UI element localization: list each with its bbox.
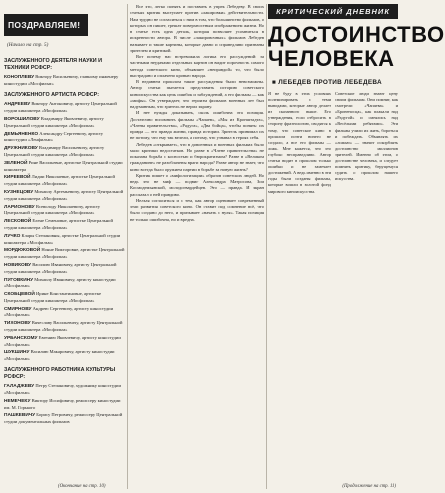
awardee-name: ДЕМЬЯНЕНКО: [4, 131, 39, 137]
award-section-title: ЗАСЛУЖЕННОГО РАБОТНИКА КУЛЬТУРЫ РСФСР:: [4, 367, 116, 380]
article-paragraph: Нельзя согласиться и с тем, как автор оценивает современный этап развития советского кино. Он ставит под сомнение всё, что было создано до него, и призывает «начать с нуля». Такая позиция не только ошибочна, но и вредна.: [130, 197, 264, 222]
article-middle-column: [130, 4, 264, 488]
award-section-title: ЗАСЛУЖЕННОГО ДЕЯТЕЛЯ НАУКИ И ТЕХНИКИ РСФСР:: [4, 58, 102, 71]
award-sections: [4, 58, 126, 425]
awardee-name: ЛЕСКОВОЙ: [4, 219, 32, 225]
award-entry: [4, 291, 126, 304]
award-entry: [4, 189, 126, 202]
awardee-description: Всеволоду Николаевичу, артисту Центральной студии киноактера «Мосфильм»: [4, 203, 101, 216]
article-right-column: [268, 4, 445, 488]
awardee-name: МОРДЮКОВОЙ: [4, 248, 41, 254]
awardee-name: АНДРЕЕВУ: [4, 102, 31, 108]
headline-line-2: ЧЕЛОВЕКА: [268, 46, 395, 71]
award-entry: [4, 262, 126, 275]
award-entry: [4, 306, 126, 319]
awardee-name: НЕМЕЧЕКУ: [4, 398, 31, 404]
awardee-description: Михаилу Ивановичу, артисту киностудии «Мосфильм»: [4, 276, 116, 289]
awardee-description: Елене Семеновне, артистке Центральной студии киноактера «Мосфильм»: [4, 218, 113, 230]
awardee-description: Андрею Сергеевичу, артисту киностудии «Мосфильм»: [4, 305, 114, 318]
article-headline: [268, 22, 445, 71]
awardee-description: Виктору Иосифовичу, режиссеру киностудии им. М. Горького: [4, 397, 121, 410]
column-divider: [266, 4, 267, 489]
awardee-name: ПУГОВКИНУ: [4, 277, 34, 283]
awardee-name: ВОРОШИЛОВУ: [4, 116, 40, 122]
awardee-name: ЛАРИОНОВУ: [4, 204, 35, 210]
rubric-banner: КРИТИЧЕСКИЙ ДНЕВНИК: [268, 4, 398, 19]
award-entry: [4, 398, 126, 411]
award-entry: [4, 101, 126, 114]
congratulations-banner: ПОЗДРАВЛЯЕМ!: [4, 14, 88, 36]
article-paragraph: Все это, легко понять и поставить в упрек Лебедеву. В своих статьях критик выступает против «лакировки» действительности. Нам трудно не согласиться с ним в том, что большинство фильмов, о которых он пишет, грешат поверхностным изображением жизни. Но в статье есть одна деталь, которая позволяет усомниться в искренности автора. В числе «лакировочных» фильмов Лебедев называет и такие картины, которые давно и справедливо признаны зрителем и критикой.: [130, 4, 264, 53]
award-entry: [4, 349, 126, 362]
awardee-name: КУЗНЕЦОВУ: [4, 189, 34, 195]
award-entry: [4, 412, 126, 425]
article-text-column: Я не буду в этих условиях полемизировать с теми выводами, которые автор делает из сказанного выше. Его утверждения, если отбросить в сторону фразеологию, сводятся к тому, что советское кино в прошлом почти ничего не создало, а все его фильмы — ложь. Мне кажется, что это глубоко несправедливо. Автор статьи видит в прошлом только ошибки и не замечает достижений. А ведь именно в эти годы были созданы фильмы, которые вошли в золотой фонд мирового киноискусства.: [268, 91, 331, 194]
awardee-description: Рине Васильевне, артистке Центральной студии киноактера: [4, 159, 123, 172]
awardee-description: Виктору Антоновичу, артисту Центральной студии киноактера «Мосфильм»: [4, 101, 117, 114]
awardee-name: НОВИКОВУ: [4, 262, 32, 268]
awardee-description: Клары Степановны, артистке Центральной студии киноактера «Мосфильм»: [4, 232, 121, 245]
awardee-description: Вячеславу Васильевичу, артисту Центральной студии киноактера «Мосфильм»: [4, 320, 123, 333]
awardee-name: КИРЕЕВОЙ: [4, 175, 31, 181]
article-body: [130, 4, 264, 223]
award-entry: [4, 233, 126, 246]
article-paragraph: Лебедев «открывает», что в довоенных и военных фильмах было мало критики недостатков. Но разве в «Члене правительства» не показана борьба с косностью и бюрократизмом? Разве в «Великом гражданине» не разоблачены враги народа? Разве автор не знает, что кино всегда было оружием партии в борьбе за новую жизнь?: [130, 141, 264, 172]
awardee-name: ГАЛАДЖЕВУ: [4, 384, 35, 390]
awardee-description: Борису Петровичу, режиссеру Центральной студии документальных фильмов: [4, 412, 123, 425]
awardee-name: ЛУЧКО: [4, 233, 21, 239]
awardee-name: ЗЕЛЕНОЙ: [4, 160, 28, 166]
awardee-description: Михаилу Артемьевичу, артисту Центральной студии киноактера «Мосфильм»: [4, 188, 124, 201]
continued-note: (Начало на стр. 5): [7, 42, 49, 48]
award-entry: [4, 320, 126, 333]
page-continuation-right: (Продолжение на стр. 11): [342, 484, 396, 489]
article-text-column: Советские люди знают цену своим фильмам. Они помнят, как смотрели «Чапаева» и «Броненосца», как плакали над «Радугой» и смеялись над «Весёлыми ребятами». Эти фильмы учили их жить, бороться и побеждать. Объявлять их «ложью» — значит оскорблять достоинство миллионов зрителей. Именно об этом, о достоинстве человека, и следует помнить критику, берущемуся судить о прошлом нашего искусства.: [335, 91, 398, 182]
award-section-title: ЗАСЛУЖЕННОГО АРТИСТА РСФСР:: [4, 91, 100, 98]
awardee-name: ТИХОНОВУ: [4, 321, 31, 327]
awardee-name: КОНОПЛЕВУ: [4, 75, 35, 81]
awardee-description: Александру Сергеевичу, артисту киностудии «Ленфильм»: [4, 130, 104, 143]
award-entry: [4, 174, 126, 187]
award-entry: [4, 335, 126, 348]
article-paragraph: Вот почему нас встревожила логика его рассуждений: за частными неудачами отдельных картин он видит порочность самого метода советского кино, объявляет «неправдой» то, что было выстрадано и оплачено кровью народа.: [130, 54, 264, 78]
awardee-name: СКОБЦЕВОЙ: [4, 292, 35, 298]
awardee-description: Виктору Васильевичу, главному инженеру киностудии «Мосфильм»: [4, 74, 119, 86]
award-entry: [4, 160, 126, 173]
headline-line-1: ДОСТОИНСТВО: [268, 22, 445, 47]
awardee-description: Ирине Константиновне, артистке Центральной студии киноактера «Мосфильм»: [4, 291, 101, 303]
award-entry: [4, 383, 126, 396]
column-divider: [127, 4, 128, 489]
award-entry: [4, 145, 126, 158]
award-entry: [4, 204, 126, 217]
award-entry: [4, 247, 126, 260]
awardee-description: Василию Ивановичу, артисту Центральной студии киноактера «Мосфильм»: [4, 261, 117, 274]
award-entry: [4, 74, 126, 87]
awardee-description: Владимиру Яковлевичу, артисту Центральной студии киноактера «Мосфильм»: [4, 115, 104, 128]
awardee-name: ПАШКЕВИЧУ: [4, 413, 36, 419]
awardee-description: Лидии Николаевне, артистке Центральной студии киноактера «Мосфильм»: [4, 174, 115, 187]
award-entry: [4, 116, 126, 129]
article-paragraph: И нет нужды доказывать, сколь ошибочна эта позиция. Достаточно вспомнить фильмы «Чапаев», «Мы из Кронштадта», «Члены правительства», «Радуга», «Два бойца», чтобы понять: их правда — это правда жизни, правда истории. Зритель принимал их не потому, что ему так велели, а потому, что узнавал в героях себя.: [130, 110, 264, 141]
awardee-description: Петру Степановичу, художнику киностудии «Мосфильм»: [4, 383, 121, 396]
awardee-name: ШУКШИНУ: [4, 350, 30, 356]
awardee-name: ДРУЖНИКОВУ: [4, 146, 38, 152]
awards-column: [4, 4, 126, 488]
award-entry: [4, 218, 126, 231]
award-entry: [4, 277, 126, 290]
awardee-description: Нонне Викторовне, артистке Центральной студии киноактера «Мосфильм»: [4, 247, 125, 260]
article-paragraph: В недавнем прошлом такие рассуждения были невозможны. Автор статьи пытается представить историю советского киноискусства как цепь ошибок и заблуждений, а его фильмы — как «мифы». Он утверждает, что героизм фильмов военных лет был надуманным, что зритель не верил экрану.: [130, 79, 264, 109]
award-entry: [4, 131, 126, 144]
article-paragraph: Критик пишет о «мифологизации» образов советских людей. Но ведь это не миф — подвиг Александра Матросова, Зои Космодемьянской, молодогвардейцев. Это — правда. И экран рассказал о ней правдиво.: [130, 172, 264, 197]
awardee-description: Евгению Яковлевичу, артисту киностудии «Мосфильм»: [4, 334, 121, 347]
awardee-name: СМИРНОВУ: [4, 306, 32, 312]
article-right-body: [268, 91, 398, 195]
page-continuation-left: (Окончание на стр. 10): [58, 484, 106, 489]
article-subhead: ■ ЛЕБЕДЕВ ПРОТИВ ЛЕБЕДЕВА: [272, 79, 382, 86]
awardee-name: УРБАНСКОМУ: [4, 335, 38, 341]
awardee-description: Василию Макаровичу, артисту киностудии «Мосфильм»: [4, 349, 115, 362]
awardee-description: Владимиру Васильевичу, артисту Центральной студии киноактера «Мосфильм»: [4, 145, 105, 157]
